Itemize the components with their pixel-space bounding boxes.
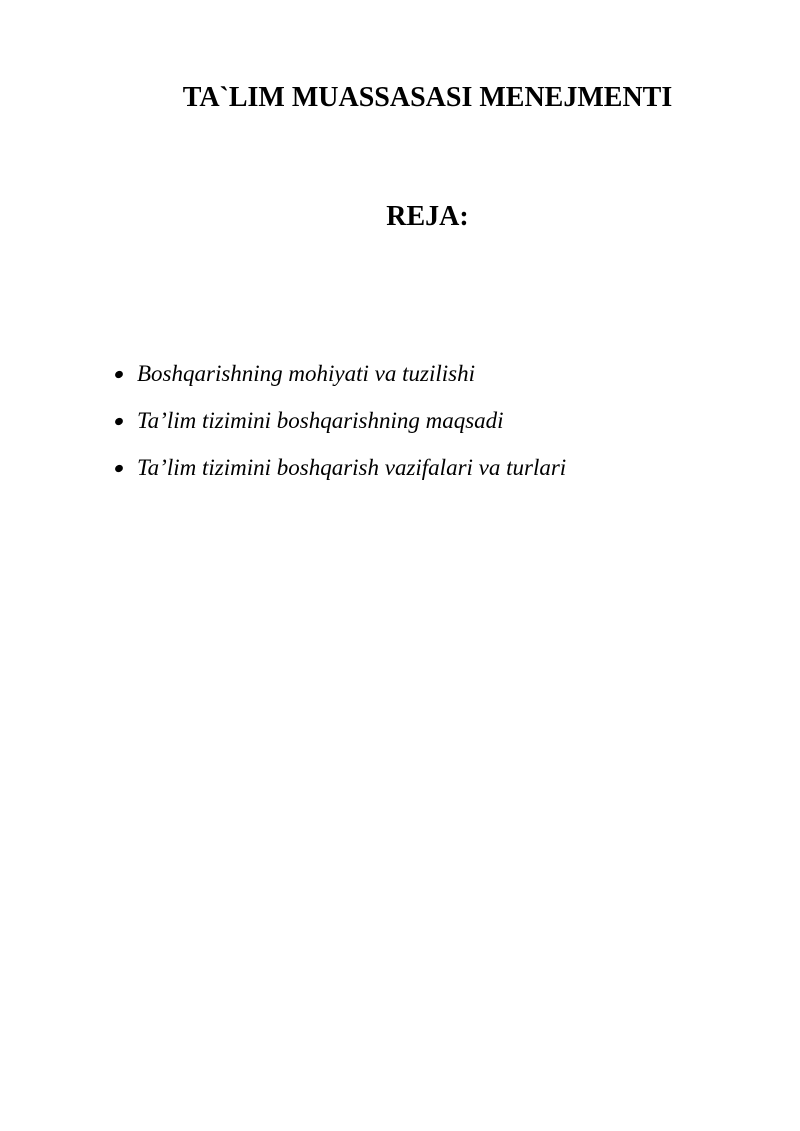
- plan-item: [115, 350, 566, 397]
- bullet-icon: [114, 464, 124, 474]
- plan-item: [115, 397, 566, 444]
- bullet-icon: [114, 417, 124, 427]
- plan-item: [115, 444, 566, 491]
- plan-item-text: Ta’lim tizimini boshqarish vazifalari va turlari: [137, 454, 567, 480]
- plan-list: [115, 350, 566, 491]
- plan-item-text: Boshqarishning mohiyati va tuzilishi: [137, 360, 475, 386]
- plan-heading: REJA:: [386, 201, 469, 232]
- document-title: TA`LIM MUASSASASI MENEJMENTI: [182, 82, 673, 113]
- plan-item-text: Ta’lim tizimini boshqarishning maqsadi: [137, 407, 504, 433]
- bullet-icon: [114, 370, 124, 380]
